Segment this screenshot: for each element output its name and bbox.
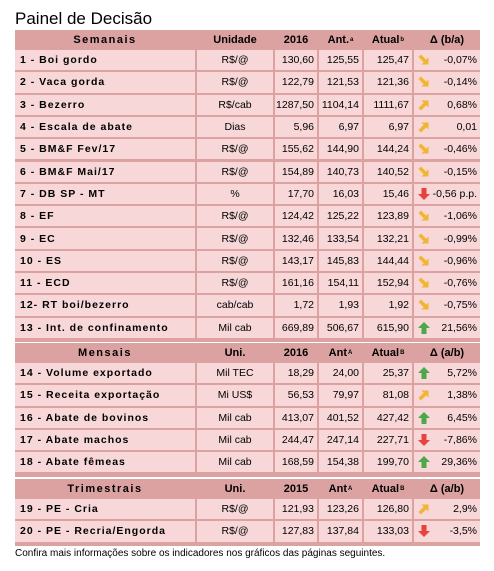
arrow-down-right-icon <box>414 139 434 159</box>
indicator-previous-value: 16,03 <box>332 187 359 200</box>
indicator-delta: -7,86% <box>443 434 477 447</box>
arrow-down-right-icon <box>414 206 434 226</box>
header-unit: Uni. <box>224 483 246 495</box>
indicator-current-value: 144,24 <box>376 143 409 156</box>
header-year: 2015 <box>283 483 309 495</box>
indicator-unit: R$/@ <box>221 143 249 156</box>
indicator-current-value: 227,71 <box>376 434 409 447</box>
table-row <box>15 184 480 204</box>
indicator-current-value: 123,89 <box>376 210 409 223</box>
indicator-unit: R$/@ <box>221 503 249 516</box>
arrow-up-right-icon <box>414 499 434 519</box>
indicator-previous-value: 79,97 <box>332 389 359 402</box>
table-row <box>15 408 480 428</box>
indicator-year-value: 56,53 <box>287 389 314 402</box>
indicator-name: 16 - Abate de bovinos <box>20 411 150 424</box>
indicator-previous-value: 123,26 <box>326 503 359 516</box>
arrow-up-green-icon <box>414 363 434 383</box>
indicator-current-value: 15,46 <box>382 187 409 200</box>
indicator-delta: -3,5% <box>449 525 477 538</box>
indicator-current-value: 152,94 <box>376 277 409 290</box>
header-curr-label: Atual <box>371 34 400 46</box>
indicator-delta: 6,45% <box>447 411 477 424</box>
header-curr <box>364 30 412 50</box>
indicator-delta: 21,56% <box>441 321 477 334</box>
indicator-delta: 29,36% <box>441 456 477 469</box>
indicator-previous-value: 1104,14 <box>321 98 359 111</box>
indicator-name: 4 - Escala de abate <box>20 121 133 134</box>
table-row <box>15 295 480 315</box>
indicator-unit: R$/@ <box>221 277 249 290</box>
indicator-unit: Mil cab <box>218 411 252 424</box>
indicator-year-value: 413,07 <box>281 411 314 424</box>
arrow-down-right-icon <box>414 228 434 248</box>
indicator-current-value: 144,44 <box>376 254 409 267</box>
header-year: 2016 <box>283 34 309 46</box>
indicator-year-value: 168,59 <box>281 456 314 469</box>
indicator-previous-value: 121,53 <box>326 76 359 89</box>
table-row <box>15 385 480 405</box>
indicator-year-value: 122,79 <box>281 76 314 89</box>
header-delta: Δ (b/a) <box>429 34 465 46</box>
arrow-up-green-icon <box>414 318 434 338</box>
table-row <box>15 139 480 159</box>
indicator-current-value: 25,37 <box>382 367 409 380</box>
table-row <box>15 72 480 92</box>
indicator-unit: cab/cab <box>216 299 254 312</box>
table-row <box>15 499 480 519</box>
table-row <box>15 251 480 271</box>
indicator-previous-value: 133,54 <box>326 232 359 245</box>
indicator-name: 15 - Receita exportação <box>20 389 161 402</box>
section-1 <box>15 343 480 477</box>
header-prev <box>319 479 362 499</box>
section-0 <box>15 30 480 342</box>
indicator-year-value: 155,62 <box>281 143 314 156</box>
table-row <box>15 430 480 450</box>
indicator-delta: -1,06% <box>443 210 477 223</box>
section-header <box>15 479 480 499</box>
indicator-year-value: 18,29 <box>287 367 314 380</box>
indicator-previous-value: 125,22 <box>326 210 359 223</box>
header-unit: Unidade <box>213 34 257 46</box>
arrow-down-red-icon <box>414 521 434 541</box>
indicator-current-value: 133,03 <box>376 525 409 538</box>
arrow-down-right-icon <box>414 72 434 92</box>
indicator-previous-value: 137,84 <box>326 525 359 538</box>
footnote: Confira mais informações sobre os indicadores nos gráficos das páginas seguintes. <box>15 548 386 559</box>
indicator-name: 12- RT boi/bezerro <box>20 299 130 312</box>
indicator-previous-value: 144,90 <box>326 143 359 156</box>
header-prev-superscript: A <box>347 486 353 492</box>
indicator-unit: Mil cab <box>218 321 252 334</box>
indicator-unit: Mil TEC <box>216 367 254 380</box>
indicator-current-value: 140,52 <box>376 165 409 178</box>
header-unit: Uni. <box>224 347 246 359</box>
header-prev-superscript: A <box>347 350 353 356</box>
header-curr <box>364 479 412 499</box>
header-curr-superscript: b <box>400 37 405 43</box>
table-row <box>15 318 480 338</box>
indicator-current-value: 81,08 <box>382 389 409 402</box>
table-row <box>15 273 480 293</box>
header-curr-superscript: B <box>400 486 405 492</box>
table-row <box>15 363 480 383</box>
indicator-delta: -0,15% <box>443 165 477 178</box>
table-row <box>15 452 480 472</box>
indicator-previous-value: 154,38 <box>326 456 359 469</box>
indicator-delta: 0,68% <box>447 98 477 111</box>
indicator-previous-value: 1,93 <box>338 299 359 312</box>
header-prev-label: Ant. <box>327 34 350 46</box>
arrow-down-right-icon <box>414 162 434 182</box>
header-prev <box>319 343 362 363</box>
indicator-name: 10 - ES <box>20 254 63 267</box>
indicator-year-value: 127,83 <box>281 525 314 538</box>
header-year: 2016 <box>283 347 309 359</box>
indicator-name: 7 - DB SP - MT <box>20 187 106 200</box>
header-prev-label: Ant <box>328 347 347 359</box>
indicator-name: 2 - Vaca gorda <box>20 76 106 89</box>
arrow-down-right-icon <box>414 273 434 293</box>
header-curr <box>364 343 412 363</box>
header-curr-label: Atual <box>371 347 400 359</box>
indicator-name: 6 - BM&F Mai/17 <box>20 165 116 178</box>
section-title: Semanais <box>73 34 137 46</box>
indicator-previous-value: 24,00 <box>332 367 359 380</box>
section-title: Trimestrais <box>67 483 143 495</box>
header-prev <box>319 30 362 50</box>
indicator-delta: -0,96% <box>443 254 477 267</box>
arrow-down-red-icon <box>414 430 434 450</box>
arrow-down-red-icon <box>414 184 434 204</box>
section-header <box>15 30 480 50</box>
table-row <box>15 162 480 182</box>
indicator-name: 9 - EC <box>20 232 56 245</box>
indicator-delta: 2,9% <box>453 503 477 516</box>
section-header <box>15 343 480 363</box>
table-row <box>15 521 480 541</box>
indicator-year-value: 1287,50 <box>276 98 314 111</box>
indicator-unit: R$/@ <box>221 76 249 89</box>
table-row <box>15 228 480 248</box>
indicator-delta: -0,14% <box>443 76 477 89</box>
table-row <box>15 95 480 115</box>
arrow-down-right-icon <box>414 50 434 70</box>
indicator-previous-value: 6,97 <box>338 121 359 134</box>
indicator-year-value: 121,93 <box>281 503 314 516</box>
indicator-name: 11 - ECD <box>20 277 71 290</box>
section-2 <box>15 479 480 546</box>
indicator-unit: R$/@ <box>221 54 249 67</box>
indicator-current-value: 427,42 <box>376 411 409 424</box>
arrow-up-right-icon <box>414 117 434 137</box>
indicator-year-value: 161,16 <box>281 277 314 290</box>
arrow-up-right-icon <box>414 95 434 115</box>
page-title: Painel de Decisão <box>15 9 153 28</box>
header-curr-label: Atual <box>371 483 400 495</box>
indicator-unit: Mil cab <box>218 456 252 469</box>
indicator-name: 13 - Int. de confinamento <box>20 321 169 334</box>
indicator-unit: R$/@ <box>221 525 249 538</box>
indicator-previous-value: 247,14 <box>326 434 359 447</box>
indicator-year-value: 1,72 <box>293 299 314 312</box>
indicator-year-value: 17,70 <box>287 187 314 200</box>
indicator-current-value: 132,21 <box>376 232 409 245</box>
arrow-down-right-icon <box>414 295 434 315</box>
indicator-unit: Mi US$ <box>217 389 253 402</box>
indicator-current-value: 6,97 <box>388 121 409 134</box>
indicator-unit: Mil cab <box>218 434 252 447</box>
indicator-current-value: 615,90 <box>376 321 409 334</box>
indicator-name: 17 - Abate machos <box>20 434 130 447</box>
indicator-year-value: 130,60 <box>281 54 314 67</box>
indicator-current-value: 199,70 <box>376 456 409 469</box>
indicator-delta: -0,75% <box>443 299 477 312</box>
indicator-previous-value: 145,83 <box>326 254 359 267</box>
indicator-unit: R$/@ <box>221 210 249 223</box>
header-prev-label: Ant <box>328 483 347 495</box>
indicator-current-value: 121,36 <box>376 76 409 89</box>
indicator-current-value: 125,47 <box>376 54 409 67</box>
indicator-delta: 5,72% <box>447 367 477 380</box>
section-title: Mensais <box>78 347 132 359</box>
header-delta: Δ (a/b) <box>429 347 465 359</box>
indicator-previous-value: 140,73 <box>326 165 359 178</box>
indicator-name: 1 - Boi gordo <box>20 54 98 67</box>
indicator-year-value: 154,89 <box>281 165 314 178</box>
indicator-year-value: 244,47 <box>281 434 314 447</box>
indicator-delta: -0,56 p.p. <box>432 187 477 200</box>
indicator-delta: -0,76% <box>443 277 477 290</box>
indicator-current-value: 1111,67 <box>373 98 409 111</box>
table-row <box>15 206 480 226</box>
indicator-name: 3 - Bezerro <box>20 98 86 111</box>
indicator-name: 20 - PE - Recria/Engorda <box>20 525 166 538</box>
indicator-delta: -0,46% <box>443 143 477 156</box>
indicator-name: 19 - PE - Cria <box>20 503 99 516</box>
indicator-name: 18 - Abate fêmeas <box>20 456 126 469</box>
indicator-previous-value: 154,11 <box>327 277 359 290</box>
header-curr-superscript: B <box>400 350 405 356</box>
indicator-unit: R$/cab <box>218 98 252 111</box>
indicator-previous-value: 125,55 <box>326 54 359 67</box>
table-row <box>15 50 480 70</box>
indicator-year-value: 132,46 <box>281 232 314 245</box>
arrow-up-right-icon <box>414 385 434 405</box>
indicator-unit: R$/@ <box>221 165 249 178</box>
indicator-current-value: 1,92 <box>388 299 409 312</box>
indicator-name: 14 - Volume exportado <box>20 367 153 380</box>
indicator-delta: -0,07% <box>443 54 477 67</box>
indicator-delta: 0,01 <box>456 121 477 134</box>
indicator-unit: % <box>230 187 240 200</box>
indicator-unit: R$/@ <box>221 232 249 245</box>
arrow-up-green-icon <box>414 452 434 472</box>
header-prev-superscript: a <box>350 37 354 43</box>
indicator-name: 8 - EF <box>20 210 55 223</box>
indicator-unit: R$/@ <box>221 254 249 267</box>
header-delta: Δ (a/b) <box>429 483 465 495</box>
arrow-down-right-icon <box>414 251 434 271</box>
indicator-delta: -0,99% <box>443 232 477 245</box>
arrow-up-green-icon <box>414 408 434 428</box>
indicator-year-value: 124,42 <box>281 210 314 223</box>
table-row <box>15 117 480 137</box>
indicator-name: 5 - BM&F Fev/17 <box>20 143 117 156</box>
indicator-year-value: 669,89 <box>281 321 314 334</box>
indicator-delta: 1,38% <box>447 389 477 402</box>
indicator-previous-value: 506,67 <box>326 321 359 334</box>
indicator-year-value: 143,17 <box>281 254 314 267</box>
indicator-current-value: 126,80 <box>376 503 409 516</box>
indicator-previous-value: 401,52 <box>326 411 359 424</box>
indicator-year-value: 5,96 <box>293 121 314 134</box>
indicator-unit: Dias <box>224 121 246 134</box>
